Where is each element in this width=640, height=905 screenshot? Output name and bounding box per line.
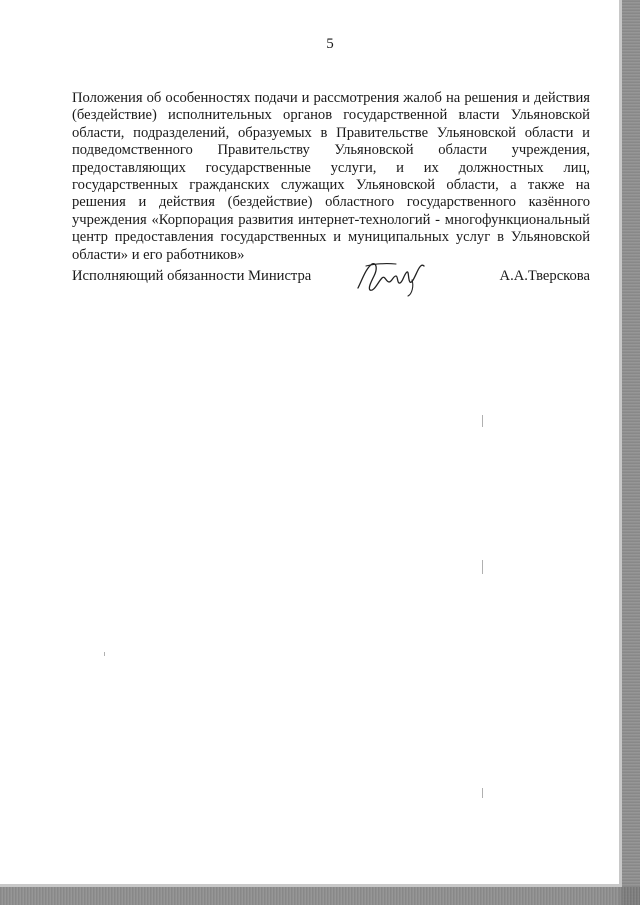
signatory-name: А.А.Тверскова [499,268,590,284]
signatory-position: Исполняющий обязанности Министра [72,268,312,284]
signature-block [72,262,590,302]
document-body-text: Положения об особенностях подачи и рассмотрения жалоб на решения и действия (бездействие) исполнительных органов государственной власти Ульяновской области, подразделений, образуемых в Правительстве Ульяновской области и подведомственного Правительству Ульяновской области учреждения, предоставляющих государственные услуги, и их должностных лиц, государственных гражданских служащих Ульяновской области, а также на решения и действия (бездействие) областного государственного казённого учреждения «Корпорация развития интернет-технологий - многофункциональный центр предоставления государственных и муниципальных услуг в Ульяновской области» и его работников» [72,90,590,263]
scan-artifact [482,415,483,427]
scan-edge-bottom [0,887,640,905]
scan-edge-right [622,0,640,905]
handwritten-signature-icon [352,258,432,298]
scan-artifact [482,560,483,574]
scan-artifact [482,788,483,798]
scan-artifact [104,652,105,656]
page-number: 5 [326,36,334,52]
